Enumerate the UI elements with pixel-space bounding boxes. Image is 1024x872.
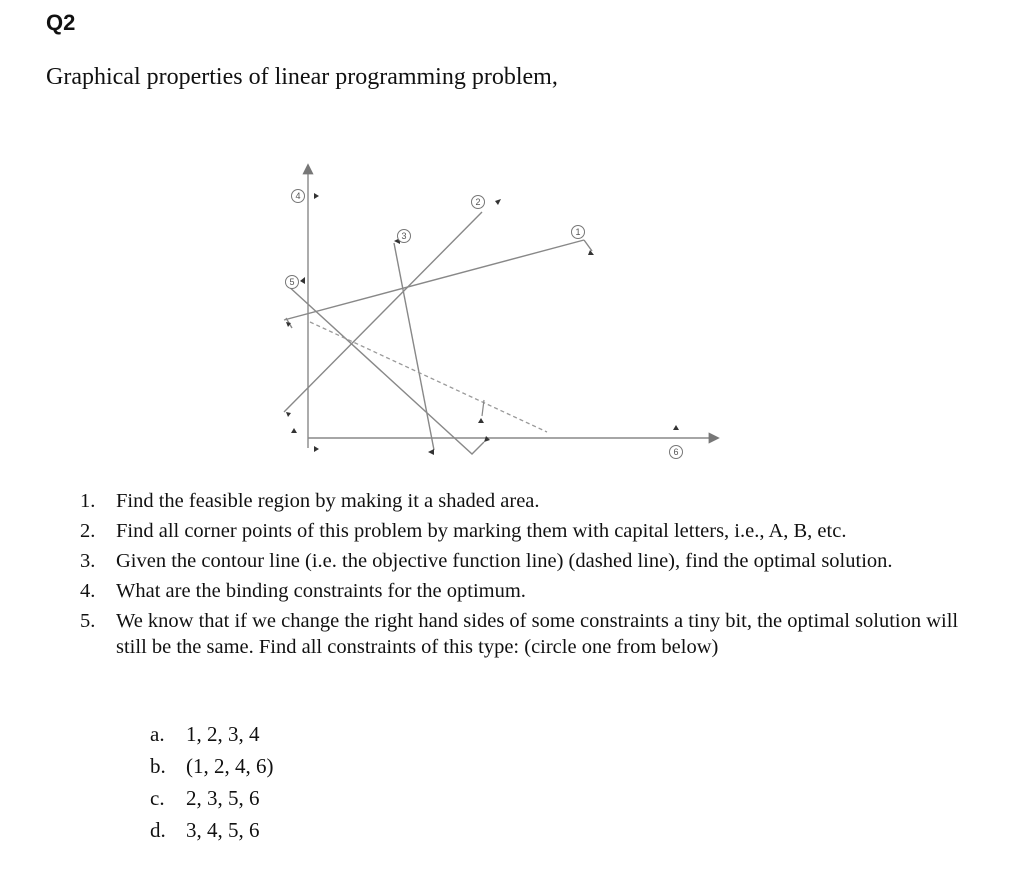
lp-graph-figure	[262, 160, 732, 470]
constraint-label-4	[292, 190, 305, 203]
svg-text:1: 1	[575, 227, 581, 237]
constraint-line-1	[284, 240, 584, 320]
answer-option-a[interactable]: a. 1, 2, 3, 4	[150, 722, 260, 746]
svg-text:3: 3	[401, 231, 407, 241]
question-number: Q2	[46, 10, 76, 35]
task-item: 4. What are the binding constraints for the optimum.	[80, 580, 526, 602]
constraint-label-3	[398, 230, 411, 243]
task-item: 3. Given the contour line (i.e. the objective function line) (dashed line), find the optimal solution.	[80, 550, 893, 572]
constraint-label-2	[472, 196, 485, 209]
task-list	[80, 488, 960, 664]
question-intro: Graphical properties of linear programming problem,	[46, 64, 558, 90]
svg-text:6: 6	[673, 447, 679, 457]
answer-option-d[interactable]: d. 3, 4, 5, 6	[150, 818, 260, 842]
lp-graph-svg	[262, 160, 732, 470]
svg-text:4: 4	[295, 191, 301, 201]
task-item: 5. We know that if we change the right hand sides of some constraints a tiny bit, the optimal solution will still be the same. Find all constraints of this type: (circle one from below)	[80, 610, 959, 658]
svg-text:5: 5	[289, 277, 295, 287]
svg-text:2: 2	[475, 197, 481, 207]
task-item: 2. Find all corner points of this problem by marking them with capital letters, i.e., A, B, etc.	[80, 520, 847, 542]
constraint-label-5	[286, 276, 299, 289]
constraint-label-1	[572, 226, 585, 239]
answer-option-c[interactable]: c. 2, 3, 5, 6	[150, 786, 260, 810]
constraint-label-6	[670, 446, 683, 459]
constraint-line-3	[394, 243, 434, 450]
answer-option-b[interactable]: b. (1, 2, 4, 6)	[150, 754, 274, 778]
answer-options	[150, 718, 274, 846]
task-item: 1. Find the feasible region by making it a shaded area.	[80, 490, 540, 512]
